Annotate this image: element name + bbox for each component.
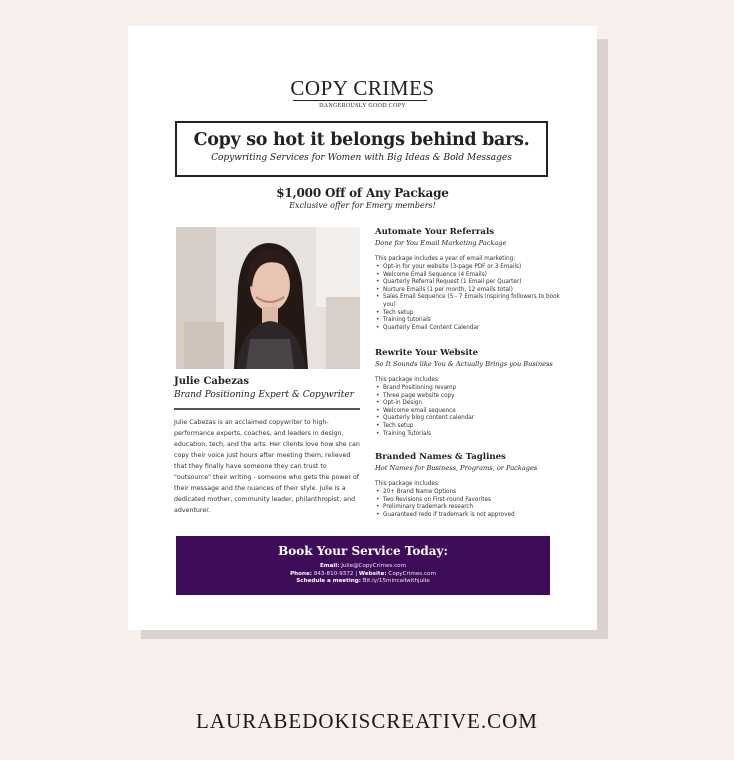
meeting-label: Schedule a meeting: xyxy=(296,578,361,585)
list-item: • Welcome Email Sequence (4 Emails) xyxy=(375,272,565,280)
list-item: • Preliminary trademark research xyxy=(375,504,565,512)
profile-divider xyxy=(174,408,360,410)
hero-subtitle: Copywriting Services for Women with Big Ideas & Bold Messages xyxy=(211,153,512,163)
list-item: • Quarterly Email Content Calendar xyxy=(375,325,565,333)
package-website xyxy=(375,348,565,438)
package-intro: This package includes a year of email marketing: xyxy=(375,256,516,262)
package-subtitle: Done for You Email Marketing Package xyxy=(375,239,507,247)
hero-box xyxy=(175,121,548,177)
package-subtitle: So It Sounds like You & Actually Brings you Business xyxy=(375,360,553,368)
portrait-photo xyxy=(176,227,360,369)
package-intro: This package includes: xyxy=(375,377,440,383)
list-item: • Quarterly blog content calendar xyxy=(375,415,565,423)
separator: | xyxy=(355,570,358,577)
hero-title: Copy so hot it belongs behind bars. xyxy=(193,130,530,150)
package-title: Automate Your Referrals xyxy=(375,227,495,237)
brand-name: COPY CRIMES xyxy=(290,76,435,100)
package-referrals xyxy=(375,227,565,332)
list-item: • Welcome email sequence xyxy=(375,408,565,416)
list-item: • Tech setup xyxy=(375,423,565,431)
booking-banner xyxy=(176,536,550,595)
list-item: • Opt-in Design xyxy=(375,400,565,408)
list-item: • 20+ Brand Name Options xyxy=(375,489,565,497)
offer-title: $1,000 Off of Any Package xyxy=(276,186,449,200)
profile-bio: Julie Cabezas is an acclaimed copywriter to high-performance experts, coaches, and leaders in design, education, tech, and the arts. Her clients love how she can copy their voice just hours after meeting them, relieved that they finally have someone they can trust to "outsource" their writing - someone who gets the power of their message and the nuances of their style. Julie is a dedicated mother, community leader, philanthropist, and adventurer. xyxy=(174,419,360,514)
email-link[interactable]: Julie@CopyCrimes.com xyxy=(341,563,407,569)
package-names xyxy=(375,452,565,519)
flyer-sheet xyxy=(128,26,597,630)
offer-block xyxy=(128,186,597,210)
list-item: • Training tutorials xyxy=(375,317,565,325)
phone-label: Phone: xyxy=(290,570,313,577)
package-items xyxy=(375,385,565,438)
email-label: Email: xyxy=(319,563,340,569)
package-intro: This package includes: xyxy=(375,481,440,487)
profile-title: Brand Positioning Expert & Copywriter xyxy=(174,390,354,400)
phone-number[interactable]: 843-810-9372 xyxy=(313,570,354,577)
cta-meeting-line xyxy=(176,578,550,586)
package-title: Rewrite Your Website xyxy=(375,348,479,358)
list-item: • Brand Positioning revamp xyxy=(375,385,565,393)
package-items xyxy=(375,489,565,519)
cta-title: Book Your Service Today: xyxy=(278,544,448,558)
list-item: • Guaranteed redo if trademark is not approved xyxy=(375,512,565,520)
portrait-illustration xyxy=(176,227,360,369)
list-item: • Quarterly Referral Request (1 Email per Quarter) xyxy=(375,279,565,287)
list-item: • Opt-in for your website (3-page PDF or 3 Emails) xyxy=(375,264,565,272)
profile-name: Julie Cabezas xyxy=(174,376,250,387)
brand-divider xyxy=(293,100,427,101)
meeting-link[interactable]: Bit.ly/15mincallwithjulie xyxy=(362,578,430,585)
brand-tagline: DANGEROUSLY GOOD COPY xyxy=(319,103,406,109)
list-item: • Nurture Emails (1 per month, 12 emails total) xyxy=(375,287,565,295)
website-link[interactable]: CopyCrimes.com xyxy=(388,570,436,577)
list-item: • Training Tutorials xyxy=(375,431,565,439)
package-subtitle: Hot Names for Business, Programs, or Packages xyxy=(375,464,538,472)
footer-site[interactable]: LAURABEDOKISCREATIVE.COM xyxy=(196,709,538,733)
package-items xyxy=(375,264,565,332)
list-item: • Sales Email Sequence (5 - 7 Emails inspiring followers to book you) xyxy=(375,294,565,309)
cta-contact-line xyxy=(176,571,550,579)
cta-email-line xyxy=(176,563,550,571)
list-item: • Two Revisions on First-round Favorites xyxy=(375,497,565,505)
package-title: Branded Names & Taglines xyxy=(375,452,506,462)
list-item: • Tech setup xyxy=(375,310,565,318)
list-item: • Three page website copy xyxy=(375,393,565,401)
offer-subtitle: Exclusive offer for Emery members! xyxy=(289,201,436,210)
website-label: Website: xyxy=(358,570,387,577)
